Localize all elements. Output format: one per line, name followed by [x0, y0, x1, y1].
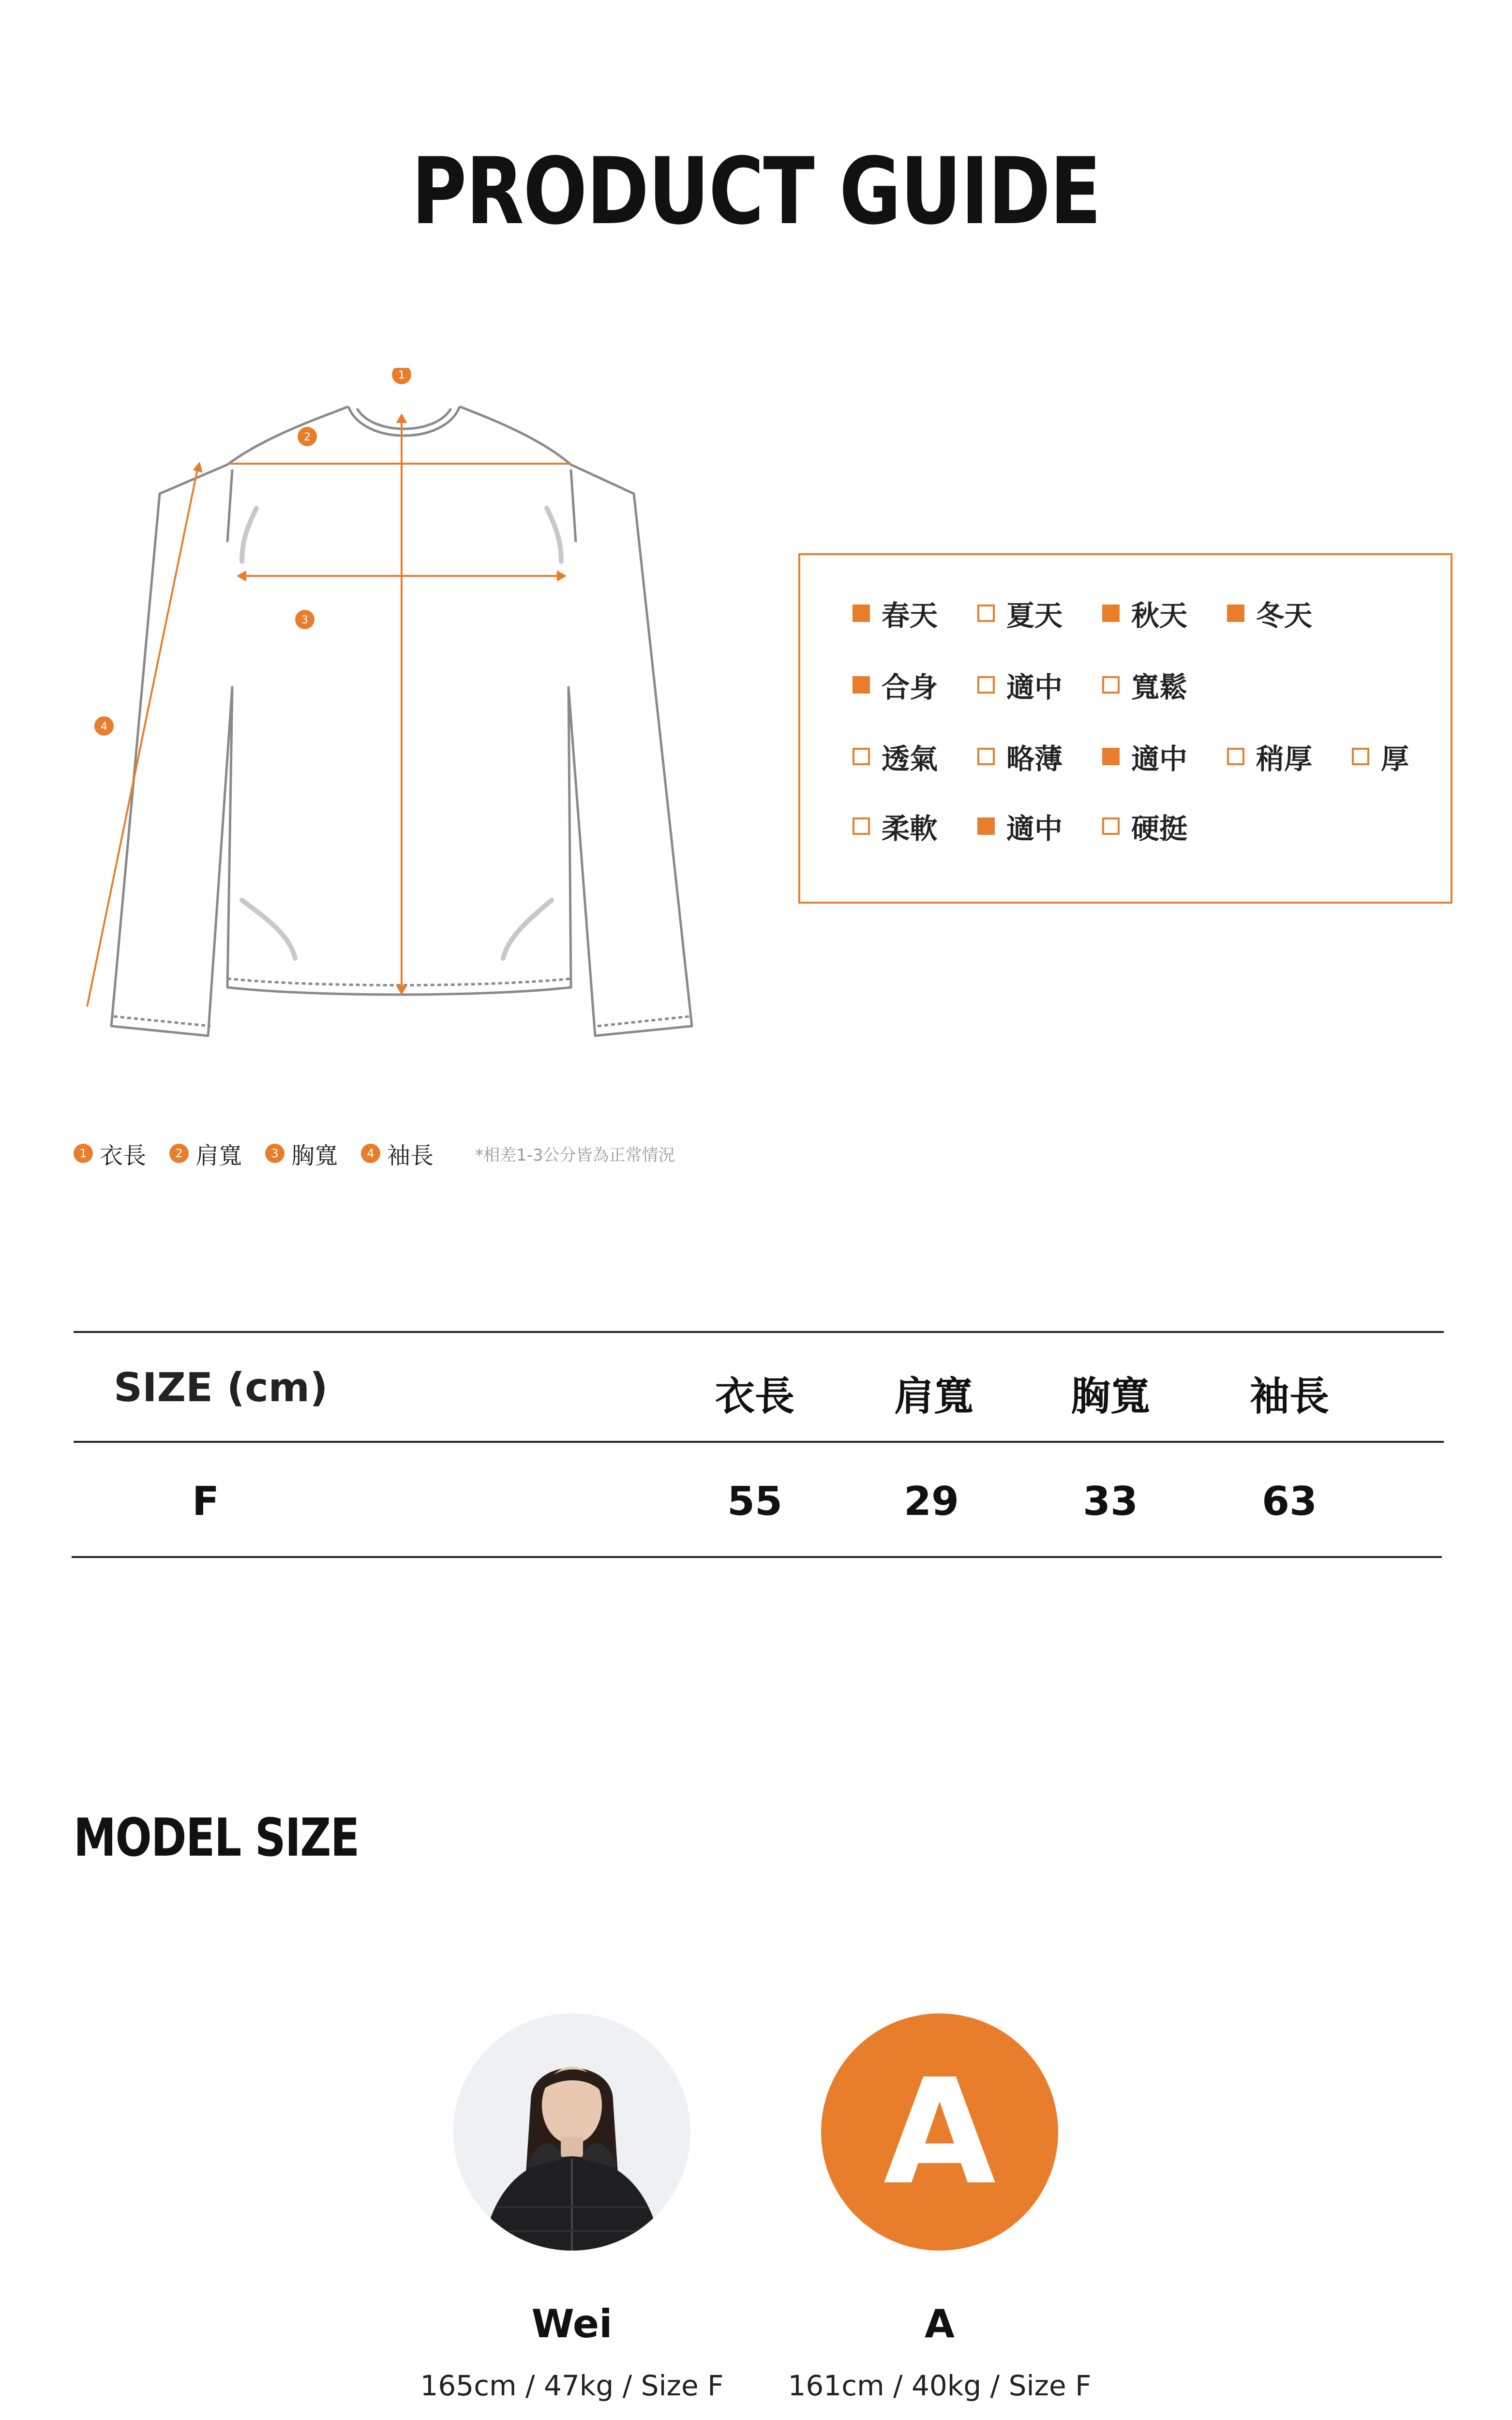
value-cell-shoulder: 29 — [903, 1479, 959, 1525]
attr-thin: 略薄 — [977, 737, 1102, 776]
attr-stiff: 硬挺 — [1102, 807, 1227, 846]
fit-row — [853, 666, 1227, 704]
legend-item: 3 胸寬 — [265, 1137, 338, 1170]
attr-medium-softness: 適中 — [977, 807, 1102, 846]
attr-breathable: 透氣 — [853, 737, 977, 776]
marker-2: 2 — [304, 431, 311, 443]
model-name-a: A — [925, 2301, 955, 2346]
value-cell-length: 55 — [727, 1479, 783, 1525]
column-header-shoulder: 肩寬 — [894, 1374, 973, 1420]
marker-3: 3 — [301, 614, 308, 626]
attr-spring: 春天 — [853, 594, 977, 633]
tolerance-note: *相差1-3公分皆為正常情況 — [475, 1145, 675, 1165]
checkbox-checked-icon — [853, 676, 870, 694]
person-avatar-icon — [453, 2013, 690, 2251]
checkbox-empty-icon — [853, 748, 870, 765]
checkbox-empty-icon — [977, 605, 995, 622]
size-cell: F — [192, 1479, 219, 1525]
attr-loose: 寬鬆 — [1102, 666, 1227, 704]
shirt-outline-illustration — [73, 368, 740, 1055]
checkbox-checked-icon — [1227, 605, 1244, 622]
attr-summer: 夏天 — [977, 594, 1102, 633]
legend-item: 1 衣長 — [74, 1137, 146, 1170]
attr-autumn: 秋天 — [1102, 594, 1227, 633]
checkbox-checked-icon — [853, 605, 870, 622]
checkbox-empty-icon — [1102, 817, 1120, 835]
table-top-rule — [74, 1331, 1444, 1333]
value-cell-chest: 33 — [1082, 1479, 1138, 1525]
model-size-title: MODEL SIZE — [74, 1808, 359, 1868]
legend-item: 4 袖長 — [361, 1137, 434, 1170]
model-avatar-a: A — [821, 2013, 1058, 2251]
checkbox-empty-icon — [1227, 748, 1244, 765]
legend-item: 2 肩寬 — [169, 1137, 242, 1170]
column-header-sleeve: 袖長 — [1249, 1374, 1329, 1420]
thickness-row — [853, 737, 1424, 776]
column-header-length: 衣長 — [715, 1374, 794, 1420]
table-bottom-rule — [72, 1556, 1442, 1558]
checkbox-empty-icon — [977, 748, 995, 765]
checkbox-empty-icon — [853, 817, 870, 835]
attr-slightly-thick: 稍厚 — [1227, 737, 1352, 776]
page-title: PRODUCT GUIDE — [411, 138, 1101, 245]
checkbox-checked-icon — [977, 817, 995, 835]
attr-soft: 柔軟 — [853, 807, 977, 846]
attr-fitted: 合身 — [853, 666, 977, 704]
model-info-a: 161cm / 40kg / Size F — [788, 2369, 1092, 2402]
measurement-legend — [74, 1136, 675, 1170]
marker-4: 4 — [101, 721, 107, 733]
shirt-diagram — [73, 368, 740, 1055]
model-name-wei: Wei — [531, 2301, 613, 2346]
number-badge-icon: 2 — [169, 1144, 189, 1163]
attr-regular: 適中 — [977, 666, 1102, 704]
model-photo-wei — [453, 2013, 690, 2251]
checkbox-empty-icon — [1352, 748, 1369, 765]
checkbox-empty-icon — [977, 676, 995, 694]
model-info-wei: 165cm / 47kg / Size F — [420, 2369, 724, 2402]
column-header-chest: 胸寬 — [1070, 1374, 1150, 1420]
checkbox-checked-icon — [1102, 605, 1120, 622]
season-row — [853, 594, 1352, 633]
attr-winter: 冬天 — [1227, 594, 1352, 633]
softness-row — [853, 807, 1227, 846]
attr-medium-thickness: 適中 — [1102, 737, 1227, 776]
value-cell-sleeve: 63 — [1261, 1479, 1317, 1525]
number-badge-icon: 1 — [74, 1144, 93, 1163]
attribute-box — [798, 553, 1452, 904]
number-badge-icon: 3 — [265, 1144, 284, 1163]
number-badge-icon: 4 — [361, 1144, 380, 1163]
checkbox-empty-icon — [1102, 676, 1120, 694]
marker-1: 1 — [398, 369, 405, 381]
attr-thick: 厚 — [1352, 737, 1424, 776]
checkbox-checked-icon — [1102, 748, 1120, 765]
table-header-rule — [74, 1441, 1444, 1443]
size-header: SIZE (cm) — [114, 1365, 328, 1411]
